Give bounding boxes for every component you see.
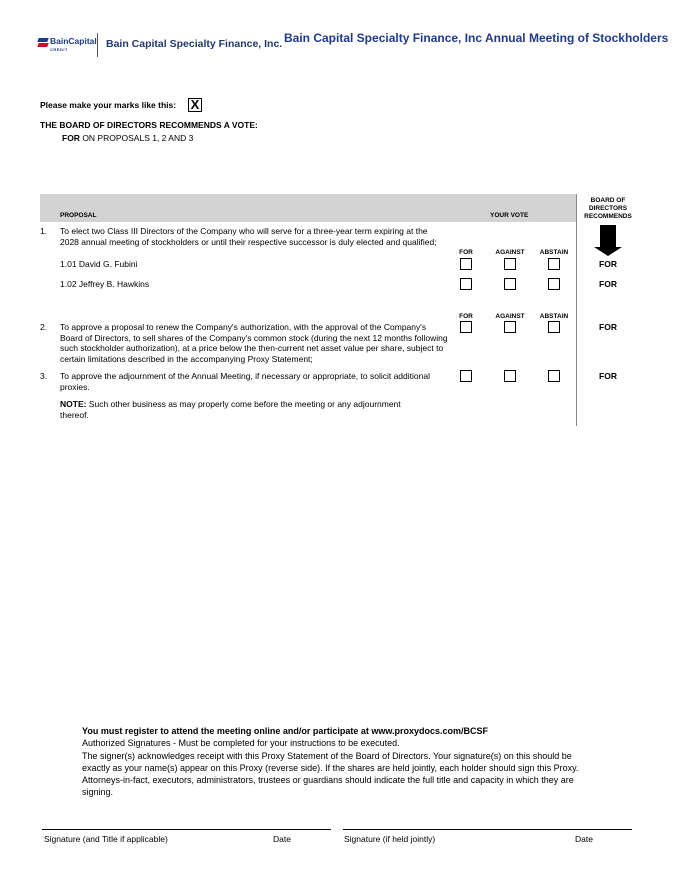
board-column-divider	[576, 194, 577, 426]
nominee-1-name: 1.01 David G. Fubini	[60, 259, 138, 269]
proposal-2-text: To approve a proposal to renew the Company's authorization, with the approval of the Company's Board of Directors, to sell shares of the Company's common stock (during the next 12 months following such stockholder authorization), at a price below the then-current net asset value per share, subject to certain limitations described in the accompanying Proxy Statement;	[60, 322, 448, 364]
bain-capital-logo	[38, 36, 98, 56]
proposal-2-abstain-checkbox[interactable]	[548, 321, 560, 333]
date-1-label: Date	[273, 834, 291, 844]
col-label-against: AGAINST	[495, 249, 525, 256]
proposal-2-number: 2.	[40, 322, 48, 332]
proposal-3-recommendation: FOR	[599, 371, 617, 381]
nominee-1-recommendation: FOR	[599, 259, 617, 269]
arrow-down-icon-head	[594, 247, 622, 256]
note-text: Such other business as may properly come before the meeting or any adjournment thereof.	[60, 399, 401, 420]
signature-1-label: Signature (and Title if applicable)	[44, 834, 168, 844]
nominee-2-name: 1.02 Jeffrey B. Hawkins	[60, 279, 150, 289]
col-label-abstain: ABSTAIN	[539, 249, 569, 256]
nominee-2-for-checkbox[interactable]	[460, 278, 472, 290]
col-label-abstain-2: ABSTAIN	[539, 313, 569, 320]
logo-divider	[97, 33, 98, 57]
arrow-down-icon	[600, 225, 616, 247]
nominee-2-recommendation: FOR	[599, 279, 617, 289]
date-2-label: Date	[575, 834, 593, 844]
nominee-1-abstain-checkbox[interactable]	[548, 258, 560, 270]
note-label: NOTE:	[60, 399, 87, 409]
header-proposal: PROPOSAL	[60, 212, 97, 219]
board-recommends-heading: THE BOARD OF DIRECTORS RECOMMENDS A VOTE:	[40, 120, 258, 130]
proposal-3-against-checkbox[interactable]	[504, 370, 516, 382]
note	[60, 399, 430, 420]
proposal-3-abstain-checkbox[interactable]	[548, 370, 560, 382]
signature-2-label: Signature (if held jointly)	[344, 834, 436, 844]
authorized-signatures: Authorized Signatures - Must be completed for your instructions to be executed.	[82, 738, 400, 748]
header-your-vote: YOUR VOTE	[490, 212, 529, 219]
meeting-title: Bain Capital Specialty Finance, Inc Annual Meeting of Stockholders	[284, 31, 669, 45]
signature-line-1[interactable]	[42, 829, 331, 830]
sample-mark-box: X	[188, 98, 202, 112]
col-label-against-2: AGAINST	[495, 313, 525, 320]
proposal-2-recommendation: FOR	[599, 322, 617, 332]
proposal-3-for-checkbox[interactable]	[460, 370, 472, 382]
col-label-for-2: FOR	[459, 313, 473, 320]
nominee-1-for-checkbox[interactable]	[460, 258, 472, 270]
nominee-2-against-checkbox[interactable]	[504, 278, 516, 290]
proposal-2-against-checkbox[interactable]	[504, 321, 516, 333]
col-label-for: FOR	[459, 249, 473, 256]
recommend-for-rest: ON PROPOSALS 1, 2 AND 3	[79, 133, 194, 143]
nominee-1-against-checkbox[interactable]	[504, 258, 516, 270]
acknowledgement-text: The signer(s) acknowledges receipt with this Proxy Statement of the Board of Directors. Your signature(s) on this should be exactly as your name(s) appear on this Proxy (reverse side). If the shares are held jointly, each holder should sign this Proxy. Attorneys-in-fact, executors, administrators, trustees or guardians should indicate the full title and capacity in which they are signing.	[82, 751, 579, 797]
proposal-3-number: 3.	[40, 371, 48, 381]
company-name: Bain Capital Specialty Finance, Inc.	[106, 38, 283, 50]
marks-instruction: Please make your marks like this:	[40, 100, 177, 110]
proposal-3-text: To approve the adjournment of the Annual Meeting, if necessary or appropriate, to solicit additional proxies.	[60, 371, 430, 392]
proposal-1-number: 1.	[40, 226, 48, 236]
nominee-2-abstain-checkbox[interactable]	[548, 278, 560, 290]
proposal-2-for-checkbox[interactable]	[460, 321, 472, 333]
recommend-for-bold: FOR	[62, 133, 80, 143]
logo-subtext: CREDIT	[50, 47, 68, 52]
logo-text: BainCapital	[50, 36, 97, 46]
proposal-1-text: To elect two Class III Directors of the Company who will serve for a three-year term expiring at the 2028 annual meeting of stockholders or until their respective successor is duly elected and qualified;	[60, 226, 437, 247]
register-notice: You must register to attend the meeting online and/or participate at www.proxydocs.com/BCSF	[82, 726, 489, 736]
recommend-for-line	[62, 133, 193, 143]
header-board-recommends: BOARD OF DIRECTORS RECOMMENDS	[584, 197, 632, 220]
logo-mark-icon	[38, 38, 48, 48]
signature-line-2[interactable]	[343, 829, 632, 830]
